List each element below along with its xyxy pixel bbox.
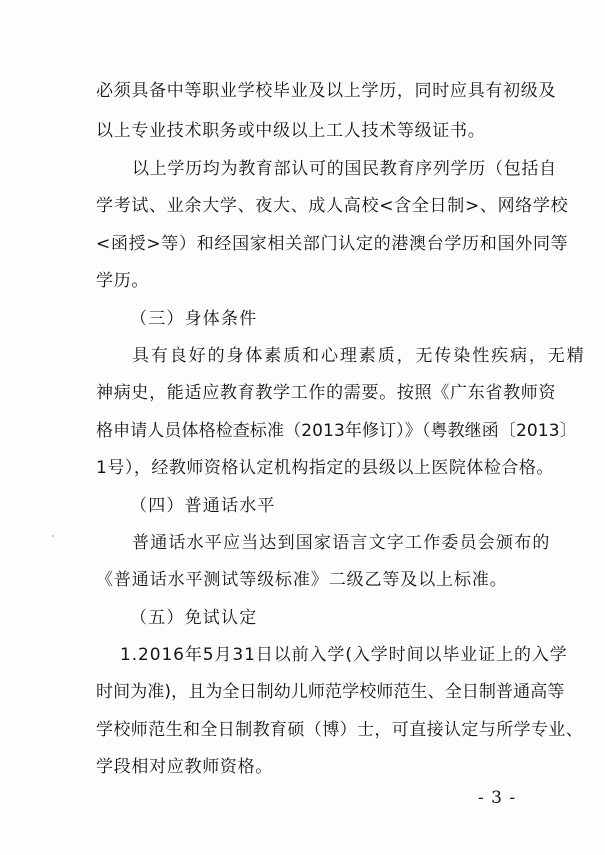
body-line-6: 学历。 [96,271,150,291]
body-line-11: 1号），经教师资格认定机构指定的县级以上医院体检合格。 [96,458,554,478]
body-line-9: 神病史，能适应教育教学工作的需要。按照《广东省教师资 [96,383,557,403]
body-line-14: 《普通话水平测试等级标准》二级乙等及以上标准。 [96,570,508,590]
body-line-17: 时间为准)，且为全日制幼儿师范学校师范生、全日制普通高等 [96,682,565,702]
body-line-1: 必须具备中等职业学校毕业及以上学历，同时应具有初级及 [96,81,557,101]
body-line-16: 1.2016年5月31日以前入学(入学时间以毕业证上的入学 [120,645,568,665]
body-line-10: 格申请人员体格检查标准（2013年修订）》（粤教继函〔2013〕 [96,421,577,441]
body-line-19: 学段相对应教师资格。 [96,757,273,777]
body-line-18: 学校师范生和全日制教育硕（博）士，可直接认定与所学专业、 [96,720,584,740]
body-line-5: <函授>等）和经国家相关部门认定的港澳台学历和国外同等 [96,234,569,254]
section-heading-physical: （三）身体条件 [130,309,258,329]
body-line-4: 学考试、业余大学、夜大、成人高校<含全日制>、网络学校 [96,196,569,216]
body-line-2: 以上专业技术职务或中级以上工人技术等级证书。 [96,121,486,141]
scan-speck [52,535,54,537]
body-line-3: 以上学历均为教育部认可的国民教育序列学历（包括自 [132,159,557,179]
body-line-8: 具有良好的身体素质和心理素质，无传染性疾病，无精 [132,346,586,366]
body-line-13: 普通话水平应当达到国家语言文字工作委员会颁布的 [132,533,551,553]
page-number: - 3 - [478,788,517,808]
section-heading-exemption: （五）免试认定 [130,608,258,628]
section-heading-mandarin: （四）普通话水平 [130,496,276,516]
